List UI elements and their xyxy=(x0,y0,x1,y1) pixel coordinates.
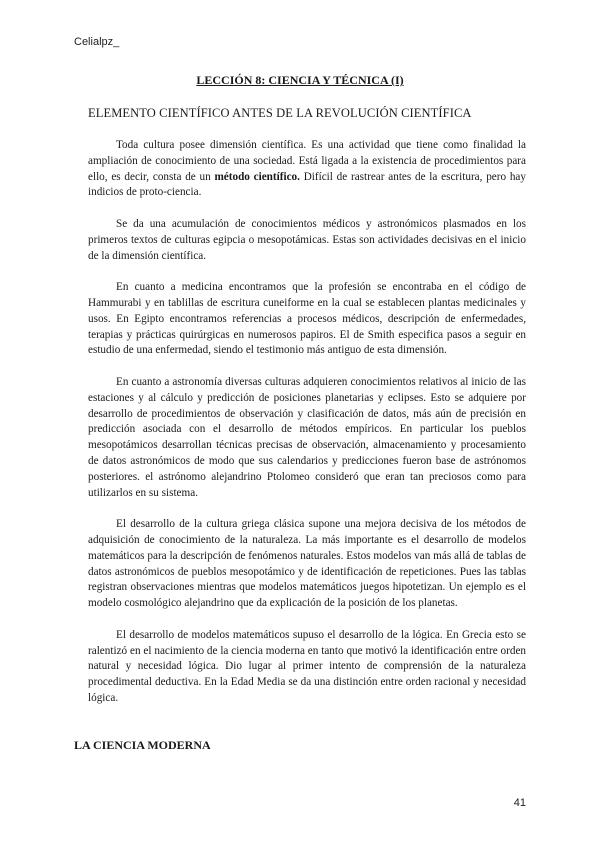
paragraph-6: El desarrollo de modelos matemáticos supuso el desarrollo de la lógica. En Grecia esto se ralentizó en el nacimiento de la ciencia moderna en tanto que motivó la identificación entre orden natural y necesidad lógica. Dio lugar al primer intento de comprensión de la naturaleza procedimental deductiva. En la Edad Media se da una distinción entre orden racional y necesidad lógica. xyxy=(88,628,526,704)
paragraph-1-bold-term: método científico. xyxy=(214,170,300,183)
paragraph-1 xyxy=(88,138,526,201)
section-heading: ELEMENTO CIENTÍFICO ANTES DE LA REVOLUCIÓN CIENTÍFICA xyxy=(88,106,472,120)
page-number: 41 xyxy=(513,797,526,809)
paragraph-1-text-b: Difícil de rastrear antes de la escritura, pero hay indicios de proto-ciencia. xyxy=(88,170,526,199)
lesson-title: LECCIÓN 8: CIENCIA Y TÉCNICA (I) xyxy=(196,73,404,87)
paragraph-2: Se da una acumulación de conocimientos médicos y astronómicos plasmados en los primeros textos de culturas egipcia o mesopotámicas. Estas son actividades decisivas en el inicio de la dimensión científica. xyxy=(88,217,526,262)
paragraph-3: En cuanto a medicina encontramos que la profesión se encontraba en el código de Hammurabi y en tablillas de escritura cuneiforme en la cual se establecen plantas medicinales y usos. En Egipto encontramos referencias a procesos médicos, descripción de enfermedades, terapias y prácticas quirúrgicas en numerosos papiros. El de Smith especifica pasos a seguir en estudio de una enfermedad, siendo el testimonio más antiguo de esta dimensión. xyxy=(88,281,526,357)
body-text xyxy=(88,138,526,707)
header-author: Celialpz_ xyxy=(74,36,120,48)
paragraph-1-text-a: Toda cultura posee dimensión científica. Es una actividad que tiene como finalidad la ampliación de conocimiento de una sociedad. Está ligada a la existencia de procedimientos para ello, es decir, consta de un xyxy=(88,139,526,183)
paragraph-5: El desarrollo de la cultura griega clásica supone una mejora decisiva de los métodos de adquisición de conocimiento de la naturaleza. La más importante es el desarrollo de modelos matemáticos para la descripción de fenómenos naturales. Estos modelos van más allá de tablas de datos astronómicos de pueblos mesopotámico y de identificación de repeticiones. Pues las tablas registran observaciones mientras que modelos matemáticos juegos hipotetizan. Un ejemplo es el modelo cosmológico alejandrino que da explicación de la posición de los planetas. xyxy=(88,518,526,610)
subsection-heading: LA CIENCIA MODERNA xyxy=(74,738,211,752)
paragraph-4: En cuanto a astronomía diversas culturas adquieren conocimientos relativos al inicio de las estaciones y al cálculo y predicción de posiciones planetarias y eclipses. Esto se adquiere por desarrollo de procedimientos de observación y clasificación de datos, más aún de precisión en predicción asociada con el desarrollo de métodos empíricos. En particular los pueblos mesopotámicos desarrollan técnicas precisas de observación, almacenamiento y procesamiento de datos astronómicos de modo que sus calendarios y predicciones fueron base de astrónomos posteriores. el astrónomo alejandrino Ptolomeo consideró que eran tan preciosos como para utilizarlos en su sistema. xyxy=(88,375,526,499)
